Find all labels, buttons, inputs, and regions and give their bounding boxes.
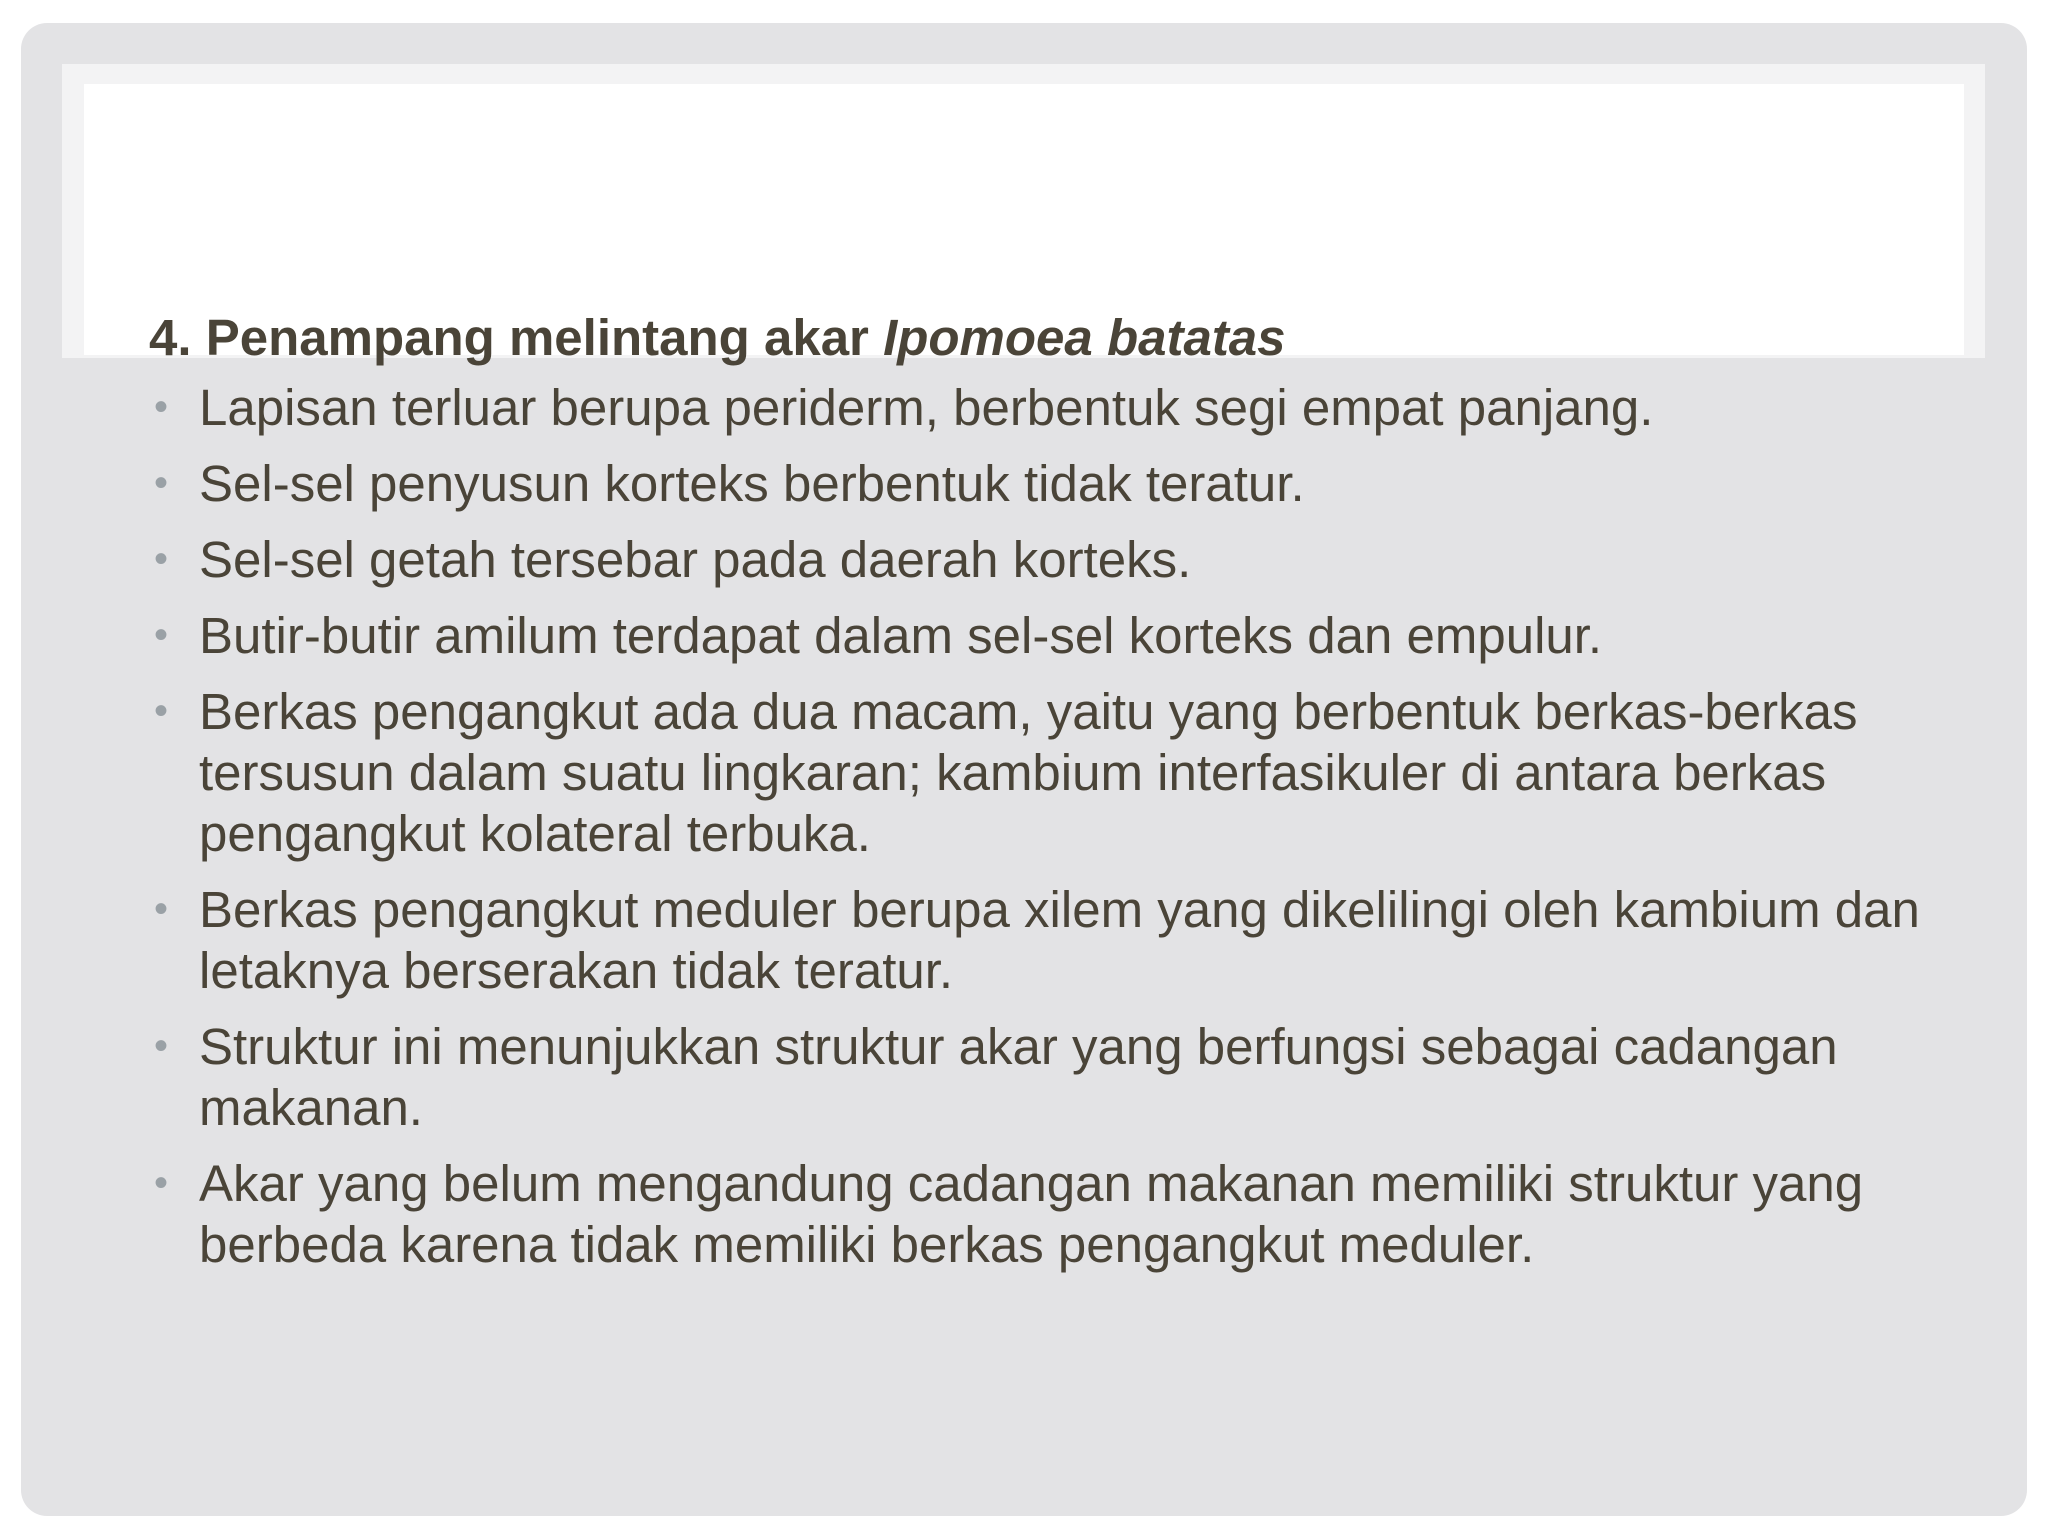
bullet-item [149,879,1969,1001]
slide-content [149,307,1969,1290]
bullet-item [149,377,1969,438]
bullet-icon: • [153,1024,168,1068]
bullet-text: Akar yang belum mengandung cadangan makanan memiliki struktur yang berbeda karena tidak memiliki berkas pengangkut meduler. [199,1155,1864,1273]
bullet-text: Lapisan terluar berupa periderm, berbentuk segi empat panjang. [199,379,1654,436]
bullet-icon: • [153,385,168,429]
bullet-item [149,681,1969,864]
bullet-item [149,453,1969,514]
bullet-text: Sel-sel penyusun korteks berbentuk tidak teratur. [199,455,1305,512]
heading-species: Ipomoea batatas [883,309,1286,366]
bullet-text: Berkas pengangkut meduler berupa xilem yang dikelilingi oleh kambium dan letaknya berserakan tidak teratur. [199,881,1920,999]
bullet-icon: • [153,887,168,931]
bullet-icon: • [153,537,168,581]
slide [21,23,2027,1516]
bullet-icon: • [153,689,168,733]
bullet-text: Sel-sel getah tersebar pada daerah korteks. [199,531,1192,588]
bullet-text: Butir-butir amilum terdapat dalam sel-sel korteks dan empulur. [199,607,1603,664]
bullet-icon: • [153,461,168,505]
bullet-item [149,605,1969,666]
bullet-item [149,1153,1969,1275]
bullet-list [149,377,1969,1275]
bullet-icon: • [153,1161,168,1205]
bullet-item [149,529,1969,590]
heading-prefix: 4. Penampang melintang akar [149,309,884,366]
bullet-text: Berkas pengangkut ada dua macam, yaitu yang berbentuk berkas-berkas tersusun dalam suatu lingkaran; kambium interfasikuler di antara berkas pengangkut kolateral terbuka. [199,683,1858,862]
bullet-text: Struktur ini menunjukkan struktur akar yang berfungsi sebagai cadangan makanan. [199,1018,1838,1136]
bullet-item [149,1016,1969,1138]
section-heading [149,307,1969,369]
bullet-icon: • [153,613,168,657]
